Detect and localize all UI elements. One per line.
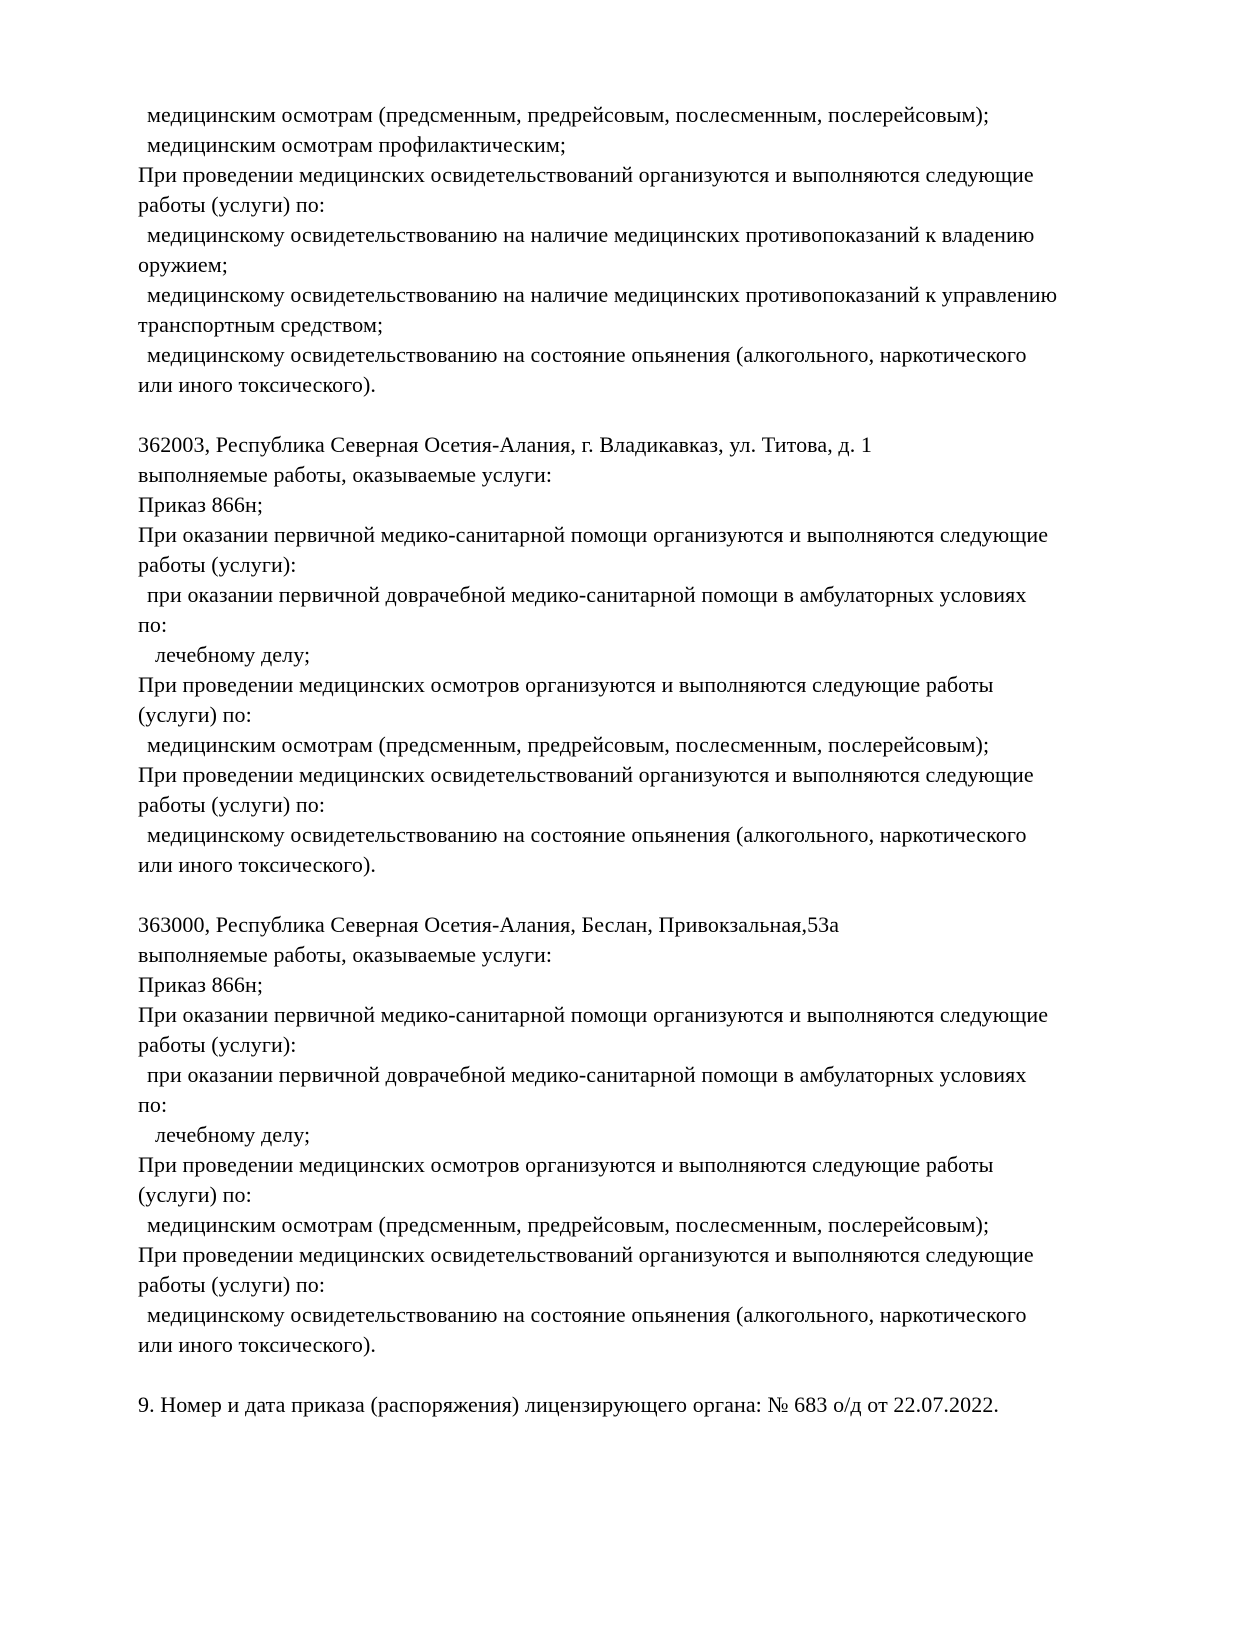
text-line: работы (услуги) по: xyxy=(138,792,326,817)
text-line: 9. Номер и дата приказа (распоряжения) лицензирующего органа: № 683 о/д от 22.07.2022. xyxy=(138,1392,1000,1417)
text-line: медицинским осмотрам (предсменным, предрейсовым, послесменным, послерейсовым); xyxy=(147,1212,990,1237)
text-line: При оказании первичной медико-санитарной помощи организуются и выполняются следующие xyxy=(138,1002,1049,1027)
text-line: При проведении медицинских освидетельствований организуются и выполняются следующие xyxy=(138,762,1034,787)
text-line: При проведении медицинских осмотров организуются и выполняются следующие работы xyxy=(138,1152,994,1177)
block-works-services-continuation xyxy=(138,100,1130,400)
text-line: При оказании первичной медико-санитарной помощи организуются и выполняются следующие xyxy=(138,522,1049,547)
text-line: работы (услуги) по: xyxy=(138,1272,326,1297)
text-line: транспортным средством; xyxy=(138,312,384,337)
text-line: выполняемые работы, оказываемые услуги: xyxy=(138,462,553,487)
text-line: медицинским осмотрам (предсменным, предрейсовым, послесменным, послерейсовым); xyxy=(147,732,990,757)
text-line: медицинскому освидетельствованию на наличие медицинских противопоказаний к управлению xyxy=(147,282,1058,307)
text-line: медицинскому освидетельствованию на состояние опьянения (алкогольного, наркотического xyxy=(147,1302,1027,1327)
text-line: или иного токсического). xyxy=(138,372,376,397)
text-line: оружием; xyxy=(138,252,228,277)
text-line: медицинским осмотрам профилактическим; xyxy=(147,132,567,157)
text-line: При проведении медицинских освидетельствований организуются и выполняются следующие xyxy=(138,162,1034,187)
text-line: работы (услуги): xyxy=(138,1032,297,1057)
text-line: медицинскому освидетельствованию на состояние опьянения (алкогольного, наркотического xyxy=(147,822,1027,847)
text-line: (услуги) по: xyxy=(138,1182,252,1207)
block-address-beslan-privokzalnaya xyxy=(138,910,1130,1360)
text-line: Приказ 866н; xyxy=(138,972,264,997)
document-text xyxy=(138,100,1130,1420)
text-line: Приказ 866н; xyxy=(138,492,264,517)
text-line: 362003, Республика Северная Осетия-Алания, г. Владикавказ, ул. Титова, д. 1 xyxy=(138,432,873,457)
block-address-vladikavkaz-titova xyxy=(138,430,1130,880)
text-line: (услуги) по: xyxy=(138,702,252,727)
text-line: При проведении медицинских освидетельствований организуются и выполняются следующие xyxy=(138,1242,1034,1267)
block-licensing-order-number xyxy=(138,1390,1130,1420)
text-line: 363000, Республика Северная Осетия-Алания, Беслан, Привокзальная,53а xyxy=(138,912,840,937)
text-line: при оказании первичной доврачебной медико-санитарной помощи в амбулаторных условиях xyxy=(147,1062,1027,1087)
text-line: при оказании первичной доврачебной медико-санитарной помощи в амбулаторных условиях xyxy=(147,582,1027,607)
text-line: по: xyxy=(138,1092,168,1117)
text-line: медицинским осмотрам (предсменным, предрейсовым, послесменным, послерейсовым); xyxy=(147,102,990,127)
text-line: лечебному делу; xyxy=(155,642,311,667)
text-line: выполняемые работы, оказываемые услуги: xyxy=(138,942,553,967)
text-line: работы (услуги): xyxy=(138,552,297,577)
text-line: или иного токсического). xyxy=(138,1332,376,1357)
text-line: или иного токсического). xyxy=(138,852,376,877)
text-line: лечебному делу; xyxy=(155,1122,311,1147)
text-line: работы (услуги) по: xyxy=(138,192,326,217)
text-line: по: xyxy=(138,612,168,637)
text-line: медицинскому освидетельствованию на наличие медицинских противопоказаний к владению xyxy=(147,222,1035,247)
text-line: медицинскому освидетельствованию на состояние опьянения (алкогольного, наркотического xyxy=(147,342,1027,367)
text-line: При проведении медицинских осмотров организуются и выполняются следующие работы xyxy=(138,672,994,697)
